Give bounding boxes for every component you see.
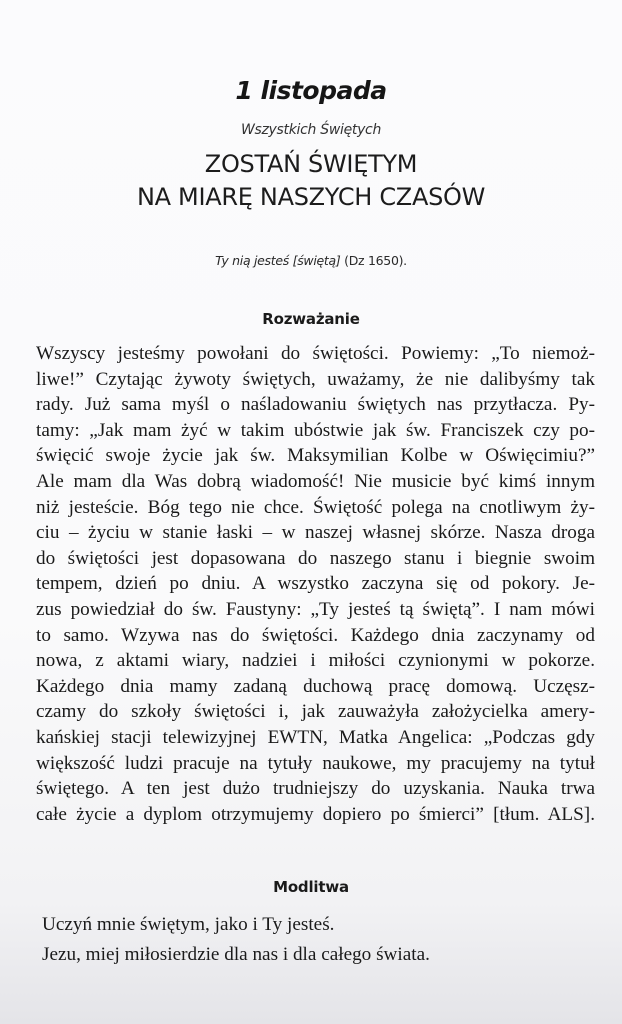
text-line: tempem, dzień po dniu. A wszystko zaczyna się od pokory. Je- (36, 573, 595, 595)
text-line: Ale mam dla Was dobrą wiadomość! Nie musicie być kimś innym (36, 470, 595, 492)
text-line: całe życie a dyplom otrzymujemy dopiero po śmierci” [tłum. ALS]. (36, 803, 595, 825)
quote-reference: (Dz 1650). (344, 253, 407, 268)
text-line: świętego. A ten jest dużo trudniejszy do uzyskania. Nauka trwa (36, 778, 595, 800)
text-line: do świętości jest dopasowana do naszego stanu i biegnie swoim (36, 547, 595, 569)
prayer-heading: Modlitwa (273, 878, 349, 896)
reflection-body (36, 341, 595, 827)
prayer-line: Jezu, miej miłosierdzie dla nas i dla całego świata. (42, 944, 430, 965)
scripture-quote (0, 253, 622, 268)
text-line: kańskiej stacji telewizyjnej EWTN, Matka Angelica: „Podczas gdy (36, 726, 595, 748)
text-line: zus powiedział do św. Faustyny: „Ty jesteś tą świętą”. I nam mówi (36, 598, 595, 620)
text-line: liwe!” Czytając żywoty świętych, uważamy, że nie dalibyśmy tak (36, 368, 595, 390)
feast-name: Wszystkich Świętych (240, 122, 382, 138)
prayer-body (42, 910, 601, 970)
text-line: ciu – życiu w stanie łaski – w naszej własnej skórze. Nasza droga (36, 522, 595, 544)
title-line: NA MIARĘ NASZYCH CZASÓW (136, 183, 486, 211)
text-line: rady. Już sama myśl o naśladowaniu świętych nas przytłacza. Py- (36, 394, 595, 416)
text-line: nowa, z aktami wiary, nadziei i miłości czynionymi w pokorze. (36, 650, 595, 672)
reflection-heading: Rozważanie (262, 310, 360, 328)
page-date: 1 listopada (235, 76, 387, 105)
text-line: święcić swoje życie jak św. Maksymilian Kolbe w Oświęcimiu?” (36, 445, 595, 467)
text-line: to samo. Wzywa nas do świętości. Każdego dnia zaczynamy od (36, 624, 595, 646)
text-line: czamy do szkoły świętości i, jak zauważyła założycielka amery- (36, 701, 595, 723)
prayer-line: Uczyń mnie świętym, jako i Ty jesteś. (42, 914, 335, 935)
text-line: niż jesteście. Bóg tego nie chce. Świętość polega na cnotliwym ży- (36, 496, 595, 518)
text-line: Każdego dnia mamy zadaną duchową pracę domową. Uczęsz- (36, 675, 595, 697)
page-title (0, 148, 622, 214)
text-line: Wszyscy jesteśmy powołani do świętości. Powiemy: „To niemoż- (36, 343, 595, 364)
text-line: tamy: „Jak mam żyć w takim ubóstwie jak św. Franciszek czy po- (36, 419, 595, 441)
title-line: ZOSTAŃ ŚWIĘTYM (204, 150, 418, 178)
text-line: większość ludzi pracuje na tytuły naukowe, my pracujemy na tytuł (36, 752, 595, 774)
quote-text: Ty nią jesteś [świętą] (215, 253, 341, 268)
